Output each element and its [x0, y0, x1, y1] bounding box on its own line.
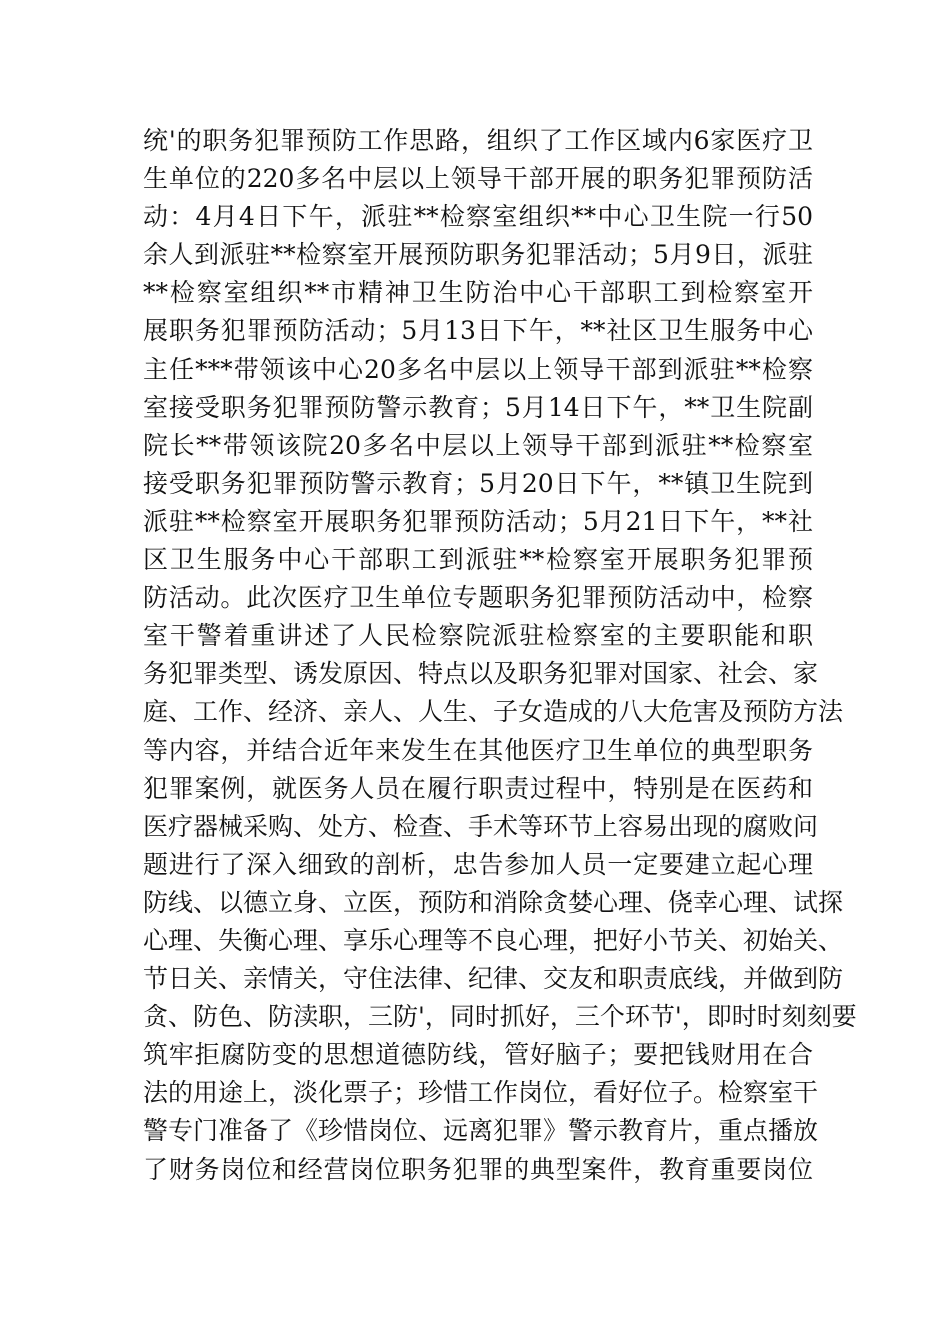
text-line: 院长**带领该院20多名中层以上领导干部到派驻**检察室 — [143, 430, 813, 460]
text-line: 防线、以德立身、立医，预防和消除贪婪心理、侥幸心理、试探 — [143, 887, 844, 917]
text-line: 心理、失衡心理、享乐心理等不良心理，把好小节关、初始关、 — [143, 925, 844, 955]
text-line: 动：4月4日下午，派驻**检察室组织**中心卫生院一行50 — [143, 202, 813, 232]
text-line: 区卫生服务中心干部职工到派驻**检察室开展职务犯罪预 — [143, 545, 813, 575]
text-line: 题进行了深入细致的剖析，忠告参加人员一定要建立起心理 — [143, 849, 813, 879]
text-line: 贪、防色、防渎职，三防'，同时抓好，三个环节'，即时时刻刻要 — [143, 1002, 857, 1032]
text-line: 庭、工作、经济、亲人、人生、子女造成的八大危害及预防方法 — [143, 697, 844, 727]
text-line: **检察室组织**市精神卫生防治中心干部职工到检察室开 — [143, 278, 813, 308]
text-line: 防活动。此次医疗卫生单位专题职务犯罪预防活动中，检察 — [143, 583, 813, 613]
text-line: 室干警着重讲述了人民检察院派驻检察室的主要职能和职 — [143, 621, 813, 651]
body-paragraph — [143, 122, 857, 1189]
text-line: 警专门准备了《珍惜岗位、远离犯罪》警示教育片，重点播放 — [143, 1116, 819, 1146]
text-line: 室接受职务犯罪预防警示教育；5月14日下午，**卫生院副 — [143, 392, 813, 422]
text-line: 了财务岗位和经营岗位职务犯罪的典型案件，教育重要岗位 — [143, 1154, 813, 1184]
text-line: 筑牢拒腐防变的思想道德防线，管好脑子；要把钱财用在合 — [143, 1040, 813, 1070]
text-line: 生单位的220多名中层以上领导干部开展的职务犯罪预防活 — [143, 164, 813, 194]
text-line: 主任***带领该中心20多名中层以上领导干部到派驻**检察 — [143, 354, 813, 384]
text-line: 余人到派驻**检察室开展预防职务犯罪活动；5月9日，派驻 — [143, 240, 813, 270]
text-line: 派驻**检察室开展职务犯罪预防活动；5月21日下午，**社 — [143, 506, 813, 536]
text-line: 务犯罪类型、诱发原因、特点以及职务犯罪对国家、社会、家 — [143, 659, 819, 689]
text-line: 等内容，并结合近年来发生在其他医疗卫生单位的典型职务 — [143, 735, 813, 765]
text-line: 展职务犯罪预防活动；5月13日下午，**社区卫生服务中心 — [143, 316, 813, 346]
text-line: 接受职务犯罪预防警示教育；5月20日下午，**镇卫生院到 — [143, 468, 813, 498]
text-line: 统'的职务犯罪预防工作思路，组织了工作区域内6家医疗卫 — [143, 126, 813, 155]
text-line: 医疗器械采购、处方、检查、手术等环节上容易出现的腐败问 — [143, 811, 819, 841]
text-line: 节日关、亲情关，守住法律、纪律、交友和职责底线，并做到防 — [143, 964, 844, 994]
text-line: 法的用途上，淡化票子；珍惜工作岗位，看好位子。检察室干 — [143, 1078, 819, 1108]
text-line: 犯罪案例，就医务人员在履行职责过程中，特别是在医药和 — [143, 773, 813, 803]
